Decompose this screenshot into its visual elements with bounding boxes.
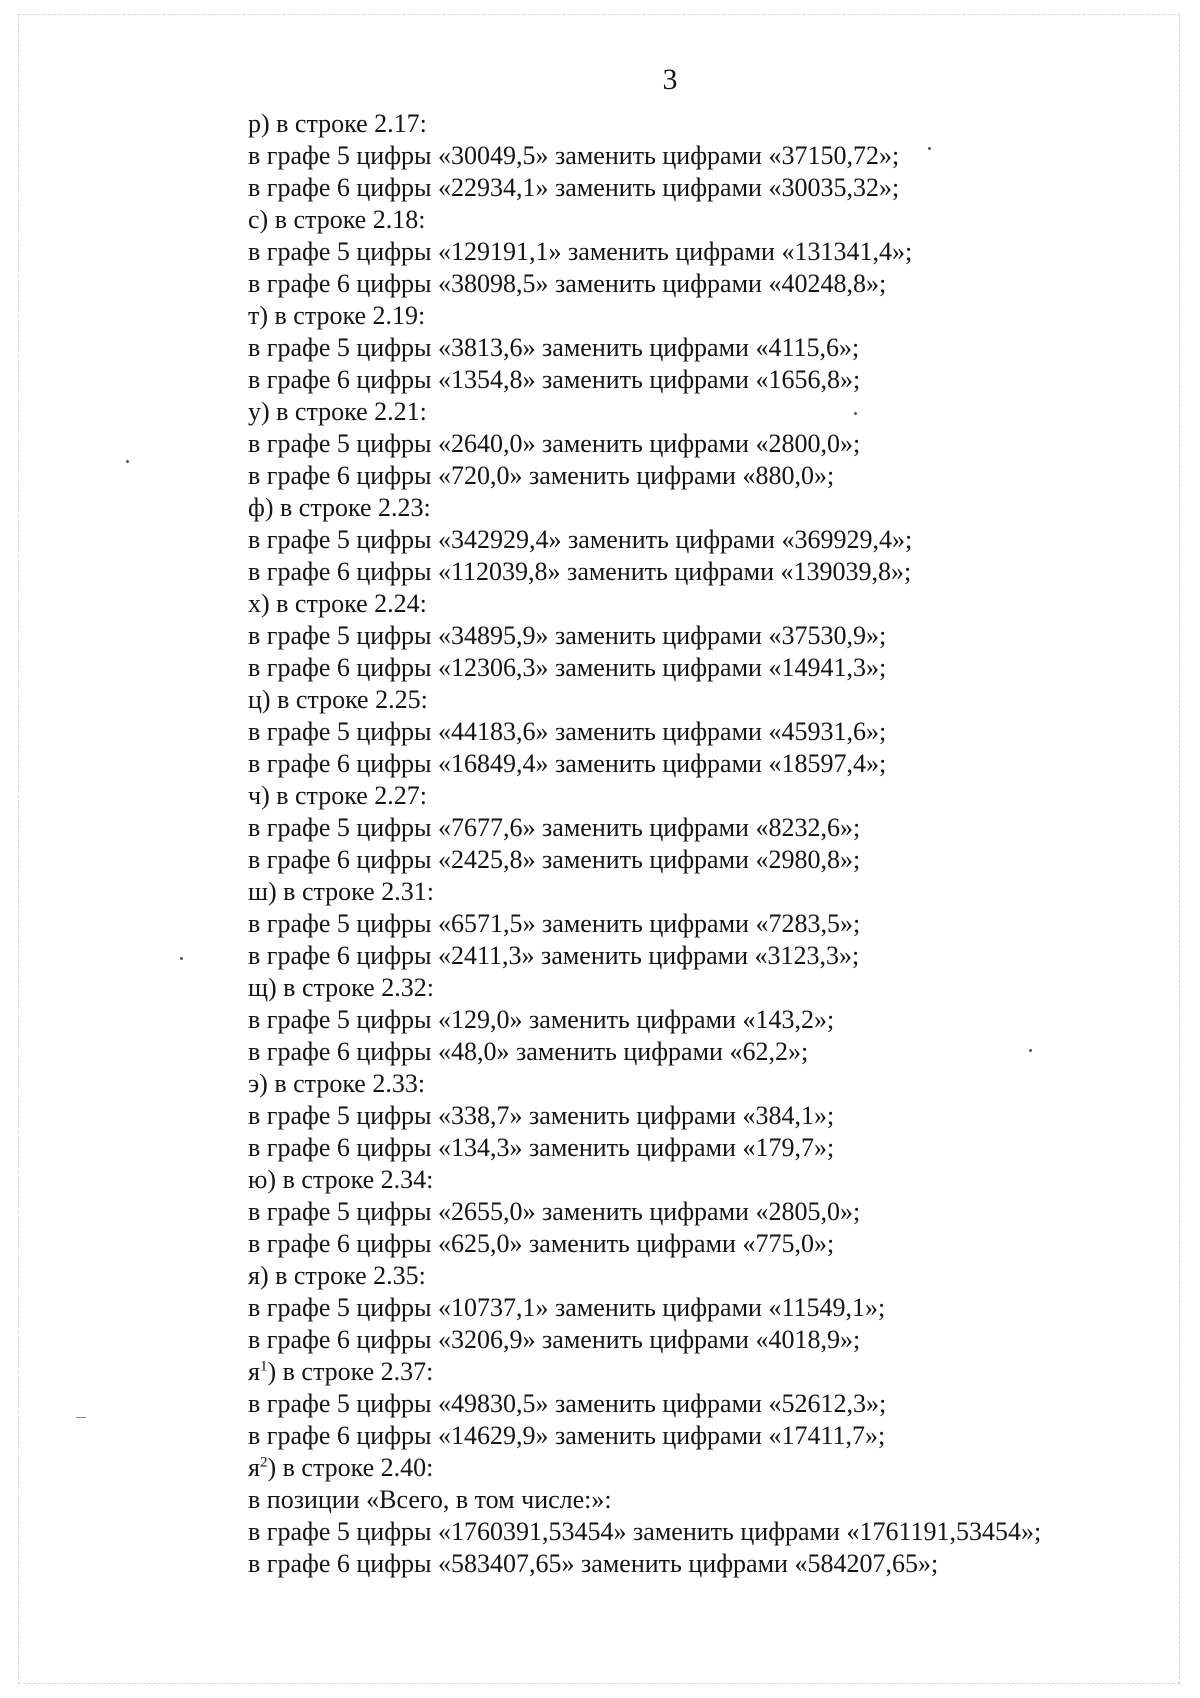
- document-line: [248, 556, 1148, 588]
- line-text: в графе 5 цифры «2655,0» заменить цифрами «2805,0»;: [248, 1197, 861, 1226]
- line-text: ) в строке 2.40:: [267, 1453, 434, 1482]
- document-line: [248, 204, 1148, 236]
- line-text: в графе 6 цифры «112039,8» заменить цифрами «139039,8»;: [248, 557, 912, 586]
- line-text: в графе 6 цифры «14629,9» заменить цифрами «17411,7»;: [248, 1421, 886, 1450]
- line-text: ч) в строке 2.27:: [248, 781, 427, 810]
- document-line: [248, 1260, 1148, 1292]
- line-text: в графе 6 цифры «2411,3» заменить цифрами «3123,3»;: [248, 941, 860, 970]
- document-line: [248, 1516, 1148, 1548]
- line-text: у) в строке 2.21:: [248, 397, 427, 426]
- item-superscript: 2: [259, 1454, 268, 1471]
- line-text: ) в строке 2.37:: [267, 1357, 434, 1386]
- document-line: [248, 1420, 1148, 1452]
- document-line: [248, 748, 1148, 780]
- document-line: [248, 1036, 1148, 1068]
- document-line: [248, 1388, 1148, 1420]
- scan-speck: [854, 412, 857, 415]
- document-line: [248, 780, 1148, 812]
- document-line: [248, 236, 1148, 268]
- document-line: [248, 908, 1148, 940]
- scan-speck: [928, 147, 931, 150]
- document-line: [248, 1100, 1148, 1132]
- line-text: в графе 5 цифры «2640,0» заменить цифрами «2800,0»;: [248, 429, 861, 458]
- line-text: ф) в строке 2.23:: [248, 493, 431, 522]
- document-line: [248, 844, 1148, 876]
- page-number: 3: [662, 63, 678, 96]
- line-text: в графе 5 цифры «129191,1» заменить цифрами «131341,4»;: [248, 237, 913, 266]
- line-text: в графе 5 цифры «338,7» заменить цифрами «384,1»;: [248, 1101, 835, 1130]
- line-text: в графе 6 цифры «1354,8» заменить цифрами «1656,8»;: [248, 365, 861, 394]
- line-text: в графе 5 цифры «34895,9» заменить цифрами «37530,9»;: [248, 621, 887, 650]
- line-text: в графе 5 цифры «49830,5» заменить цифрами «52612,3»;: [248, 1389, 887, 1418]
- line-text: в графе 5 цифры «342929,4» заменить цифрами «369929,4»;: [248, 525, 913, 554]
- line-text: в графе 5 цифры «30049,5» заменить цифрами «37150,72»;: [248, 141, 900, 170]
- document-line: [248, 620, 1148, 652]
- line-text: я) в строке 2.35:: [248, 1261, 426, 1290]
- line-text: в графе 5 цифры «129,0» заменить цифрами «143,2»;: [248, 1005, 835, 1034]
- line-text: в графе 5 цифры «6571,5» заменить цифрами «7283,5»;: [248, 909, 861, 938]
- document-line: [248, 684, 1148, 716]
- line-text: х) в строке 2.24:: [248, 589, 427, 618]
- line-text: в графе 6 цифры «583407,65» заменить цифрами «584207,65»;: [248, 1549, 939, 1578]
- document-line: [248, 588, 1148, 620]
- line-text: ш) в строке 2.31:: [248, 877, 434, 906]
- document-line: [248, 1292, 1148, 1324]
- line-text: в графе 5 цифры «3813,6» заменить цифрами «4115,6»;: [248, 333, 860, 362]
- scan-speck: [180, 957, 183, 960]
- document-line: [248, 1004, 1148, 1036]
- document-line: [248, 1484, 1148, 1516]
- document-line: [248, 140, 1148, 172]
- line-text: в графе 5 цифры «10737,1» заменить цифрами «11549,1»;: [248, 1293, 886, 1322]
- document-line: [248, 1324, 1148, 1356]
- line-text: в графе 6 цифры «625,0» заменить цифрами «775,0»;: [248, 1229, 835, 1258]
- line-text: ц) в строке 2.25:: [248, 685, 428, 714]
- document-line: [248, 972, 1148, 1004]
- line-text: в графе 6 цифры «134,3» заменить цифрами «179,7»;: [248, 1133, 835, 1162]
- document-line: [248, 1068, 1148, 1100]
- line-text: в графе 5 цифры «1760391,53454» заменить цифрами «1761191,53454»;: [248, 1517, 1042, 1546]
- document-line: [248, 1196, 1148, 1228]
- document-line: [248, 812, 1148, 844]
- scan-speck: [1029, 1049, 1032, 1052]
- document-line: [248, 1356, 1148, 1388]
- line-text: в графе 6 цифры «48,0» заменить цифрами «62,2»;: [248, 1037, 809, 1066]
- document-line: [248, 364, 1148, 396]
- line-text: в графе 6 цифры «38098,5» заменить цифрами «40248,8»;: [248, 269, 887, 298]
- document-line: [248, 172, 1148, 204]
- document-line: [248, 652, 1148, 684]
- document-line: [248, 396, 1148, 428]
- scan-speck: [126, 460, 129, 463]
- document-line: [248, 492, 1148, 524]
- line-text: в графе 5 цифры «7677,6» заменить цифрами «8232,6»;: [248, 813, 861, 842]
- line-text: э) в строке 2.33:: [248, 1069, 426, 1098]
- document-line: [248, 940, 1148, 972]
- document-line: [248, 268, 1148, 300]
- document-line: [248, 876, 1148, 908]
- line-text: в позиции «Всего, в том числе:»:: [248, 1485, 612, 1514]
- line-text: в графе 6 цифры «16849,4» заменить цифрами «18597,4»;: [248, 749, 887, 778]
- document-line: [248, 460, 1148, 492]
- document-line: [248, 524, 1148, 556]
- document-line: [248, 1548, 1148, 1580]
- document-line: [248, 428, 1148, 460]
- line-text: в графе 6 цифры «22934,1» заменить цифрами «30035,32»;: [248, 173, 900, 202]
- document-line: [248, 1228, 1148, 1260]
- document-line: [248, 716, 1148, 748]
- document-line: [248, 108, 1148, 140]
- scan-mark: [76, 1417, 86, 1418]
- line-text: с) в строке 2.18:: [248, 205, 426, 234]
- document-line: [248, 1452, 1148, 1484]
- item-letter: я: [248, 1453, 260, 1482]
- line-text: щ) в строке 2.32:: [248, 973, 434, 1002]
- line-text: р) в строке 2.17:: [248, 109, 427, 138]
- item-letter: я: [248, 1357, 260, 1386]
- document-line: [248, 1164, 1148, 1196]
- document-line: [248, 1132, 1148, 1164]
- line-text: в графе 5 цифры «44183,6» заменить цифрами «45931,6»;: [248, 717, 887, 746]
- line-text: в графе 6 цифры «2425,8» заменить цифрами «2980,8»;: [248, 845, 861, 874]
- line-text: в графе 6 цифры «720,0» заменить цифрами «880,0»;: [248, 461, 835, 490]
- line-text: ю) в строке 2.34:: [248, 1165, 434, 1194]
- document-line: [248, 300, 1148, 332]
- line-text: т) в строке 2.19:: [248, 301, 426, 330]
- document-body: [248, 108, 1148, 1580]
- line-text: в графе 6 цифры «3206,9» заменить цифрами «4018,9»;: [248, 1325, 861, 1354]
- item-superscript: 1: [259, 1358, 268, 1375]
- document-line: [248, 332, 1148, 364]
- line-text: в графе 6 цифры «12306,3» заменить цифрами «14941,3»;: [248, 653, 887, 682]
